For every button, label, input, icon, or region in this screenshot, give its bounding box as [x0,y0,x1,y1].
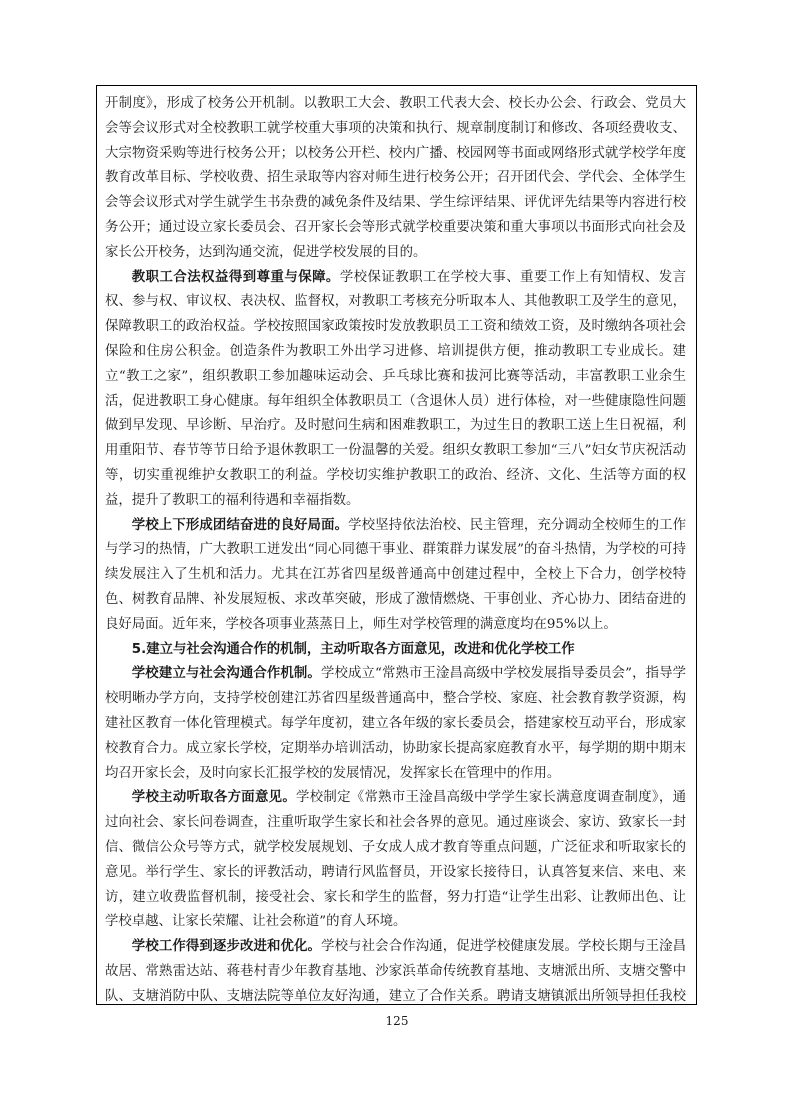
paragraph-heading: 学校工作得到逐步改进和优化。 [131,939,322,955]
section-heading-text: 5.建立与社会沟通合作的机制，主动听取各方面意见，改进和优化学校工作 [131,641,575,657]
paragraph-heading: 学校上下形成团结奋进的良好局面。 [131,517,349,533]
paragraph-heading: 学校主动听取各方面意见。 [131,790,297,806]
paragraph [105,92,686,266]
paragraph-text: 开制度》，形成了校务公开机制。以教职工大会、教职工代表大会、校长办公会、行政会、党员大会等会议形式对全校教职工就学校重大事项的决策和执行、规章制度制订和修改、各项经费收支、大宗物资采购等进行校务公开；以校务公开栏、校内广播、校园网等书面或网络形式就学校学年度教育改革目标、学校收费、招生录取等内容对师生进行校务公开；召开团代会、学代会、全体学生会等会议形式对学生就学生书杂费的减免条件及结果、学生综评结果、评优评先结果等内容进行校务公开；通过设立家长委员会、召开家长会等形式就学校重要决策和重大事项以书面形式向社会及家长公开校务，达到沟通交流，促进学校发展的目的。 [105,96,686,260]
paragraph-heading: 教职工合法权益得到尊重与保障。 [131,269,340,285]
paragraph-text: 学校与社会合作沟通，促进学校健康发展。学校长期与王淦昌故居、常熟雷达站、蒋巷村青少年教育基地、沙家浜革命传统教育基地、支塘派出所、支塘交警中队、支塘消防中队、支塘法院等单位友好沟通，建立了合作关系。聘请支塘镇派出所领导担任我校 [105,939,687,1004]
section-heading [105,638,686,663]
paragraph [105,935,686,1005]
page-number: 125 [385,1014,409,1028]
document-body [97,86,696,1005]
paragraph-text: 学校成立“常熟市王淦昌高级中学校发展指导委员会”，指导学校明晰办学方向，支持学校创建江苏省四星级普通高中，整合学校、家庭、社会教育教学资源，构建社区教育一体化管理模式。每学年度初，建立各年级的家长委员会，搭建家校互动平台，形成家校教育合力。成立家长学校，定期举办培训活动，协助家长提高家庭教育水平，每学期的期中期末均召开家长会，及时向家长汇报学校的发展情况，发挥家长在管理中的作用。 [105,666,686,781]
paragraph [105,662,686,786]
content-frame [96,85,697,1005]
paragraph-text: 学校制定《常熟市王淦昌高级中学学生家长满意度调查制度》，通过向社会、家长问卷调查，注重听取学生家长和社会各界的意见。通过座谈会、家访、致家长一封信、微信公众号等方式，就学校发展规划、子女成人成才教育等重点问题，广泛征求和听取家长的意见。举行学生、家长的评教活动，聘请行风监督员，开设家长接待日，认真答复来信、来电、来访，建立收费监督机制，接受社会、家长和学生的监督，努力打造“让学生出彩、让教师出色、让学校卓越、让家长荣耀、让社会称道”的育人环境。 [105,790,686,930]
paragraph [105,266,686,514]
paragraph-text: 学校保证教职工在学校大事、重要工作上有知情权、发言权、参与权、审议权、表决权、监督权，对教职工考核充分听取本人、其他教职工及学生的意见，保障教职工的政治权益。学校按照国家政策按时发放教职员工工资和绩效工资，及时缴纳各项社会保险和住房公积金。创造条件为教职工外出学习进修、培训提供方便，推动教职工专业成长。建立“教工之家”，组织教职工参加趣味运动会、乒乓球比赛和拔河比赛等活动，丰富教职工业余生活，促进教职工身心健康。每年组织全体教职员工（含退休人员）进行体检，对一些健康隐性问题做到早发现、早诊断、早治疗。及时慰问生病和困难教职工，为过生日的教职工送上生日祝福，利用重阳节、春节等节日给予退休教职工一份温馨的关爱。组织女教职工参加“三八”妇女节庆祝活动等，切实重视维护女教职工的利益。学校切实维护教职工的政治、经济、文化、生活等方面的权益，提升了教职工的福利待遇和幸福指数。 [105,269,687,508]
paragraph [105,786,686,935]
paragraph-text: 学校坚持依法治校、民主管理，充分调动全校师生的工作与学习的热情，广大教职工迸发出“同心同德干事业、群策群力谋发展”的奋斗热情，为学校的可持续发展注入了生机和活力。尤其在江苏省四星级普通高中创建过程中，全校上下合力，创学校特色、树教育品牌、补发展短板、求改革突破，形成了激情燃烧、干事创业、齐心协力、团结奋进的良好局面。近年来，学校各项事业蒸蒸日上，师生对学校管理的满意度均在95%以上。 [105,517,687,632]
paragraph [105,514,686,638]
paragraph-heading: 学校建立与社会沟通合作机制。 [131,666,321,682]
